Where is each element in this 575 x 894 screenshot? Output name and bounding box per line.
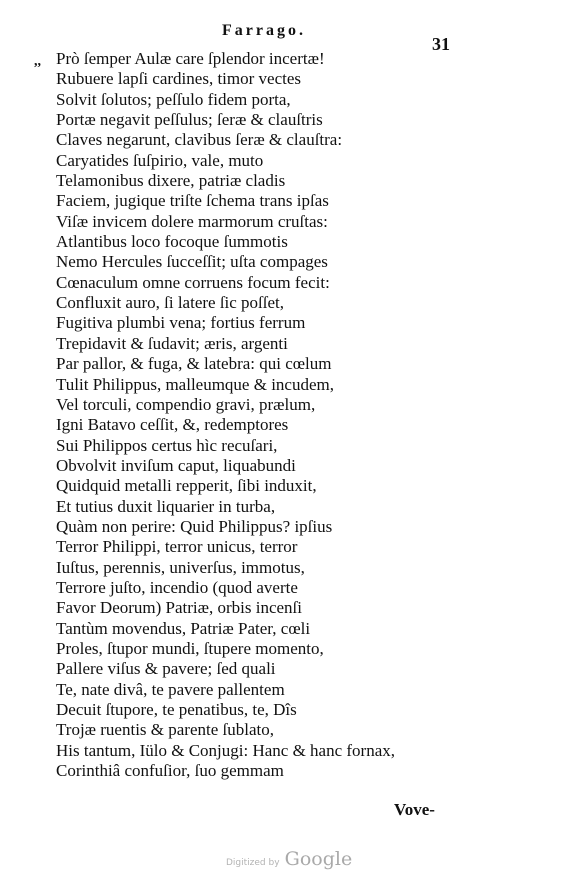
poem-line: Et tutius duxit liquarier in turba, bbox=[56, 496, 276, 516]
poem-line: Decuit ſtupore, te penatibus, te, Dîs bbox=[56, 700, 297, 719]
poem-line: Corinthiâ confuſior, ſuo gemmam bbox=[56, 761, 284, 781]
poem-line: Portæ negavit peſſulus; ſeræ & clauſtris bbox=[56, 110, 323, 130]
poem-line: Obvolvit inviſum caput, liquabundi bbox=[56, 455, 296, 475]
page-number: 31 bbox=[432, 34, 450, 54]
poem-line: Telamonibus dixere, patriæ cladis bbox=[56, 171, 286, 191]
poem-line: Iuſtus, perennis, univerſus, immotus, bbox=[56, 557, 305, 577]
quote-mark: ,, bbox=[34, 54, 41, 69]
poem-line: Tulit Philippus, malleumque & incudem, bbox=[56, 374, 334, 394]
poem-line: Quidquid metalli repperit, ſibi induxit, bbox=[56, 476, 317, 496]
poem-line: Pallere viſus & pavere; ſed quali bbox=[56, 659, 276, 679]
poem-line: Terror Philippi, terror unicus, terror bbox=[56, 537, 298, 557]
poem-line: Trepidavit & ſudavit; æris, argenti bbox=[56, 333, 288, 353]
poem-line: Caryatides ſuſpirio, vale, muto bbox=[56, 150, 264, 170]
poem-line: Terrore juſto, incendio (quod averte bbox=[56, 577, 298, 597]
poem-line: Igni Batavo ceſſit, &, redemptores bbox=[56, 415, 289, 435]
catchword: Vove- bbox=[394, 800, 435, 819]
poem-line: Prò ſemper Aulæ care ſplendor incertæ! bbox=[56, 49, 325, 68]
poem-line: Cœnaculum omne corruens focum fecit: bbox=[56, 272, 330, 292]
poem-text bbox=[56, 49, 476, 781]
poem-line: Rubuere lapſi cardines, timor vectes bbox=[56, 69, 301, 89]
poem-line: Par pallor, & fuga, & latebra: qui cœlum bbox=[56, 354, 332, 374]
poem-line: Solvit ſolutos; peſſulo fidem porta, bbox=[56, 89, 291, 109]
poem-line: Sui Philippos certus hìc recuſari, bbox=[56, 435, 278, 455]
poem-line: Te, nate divâ, te pavere pallentem bbox=[56, 679, 285, 699]
poem-line: Fugitiva plumbi vena; fortius ferrum bbox=[56, 313, 306, 333]
poem-line: Atlantibus loco focoque ſummotis bbox=[56, 232, 288, 252]
running-head: Farrago. bbox=[222, 22, 306, 39]
poem-line: Proles, ſtupor mundi, ſtupere momento, bbox=[56, 638, 324, 658]
poem-line: His tantum, Iülo & Conjugi: Hanc & hanc fornax, bbox=[56, 740, 395, 760]
footer-prefix: Digitized by bbox=[226, 858, 280, 868]
poem-line: Confluxit auro, ſi latere ſic poſſet, bbox=[56, 293, 285, 313]
poem-line: Quàm non perire: Quid Philippus? ipſius bbox=[56, 516, 333, 536]
poem-line: Nemo Hercules ſucceſſit; uſta compages bbox=[56, 252, 328, 272]
footer-brand: Google bbox=[284, 848, 353, 870]
poem-line: Vel torculi, compendio gravi, prælum, bbox=[56, 394, 316, 414]
poem-line: Viſæ invicem dolere marmorum cruſtas: bbox=[56, 211, 328, 231]
poem-line: Trojæ ruentis & parente ſublato, bbox=[56, 720, 274, 740]
poem-line: Favor Deorum) Patriæ, orbis incenſi bbox=[56, 598, 302, 618]
digitization-footer bbox=[226, 848, 352, 870]
poem-line: Tantùm movendus, Patriæ Pater, cœli bbox=[56, 618, 311, 638]
poem-line: Claves negarunt, clavibus ſeræ & clauſtra: bbox=[56, 130, 343, 150]
poem-line: Faciem, jugique triſte ſchema trans ipſas bbox=[56, 191, 329, 211]
